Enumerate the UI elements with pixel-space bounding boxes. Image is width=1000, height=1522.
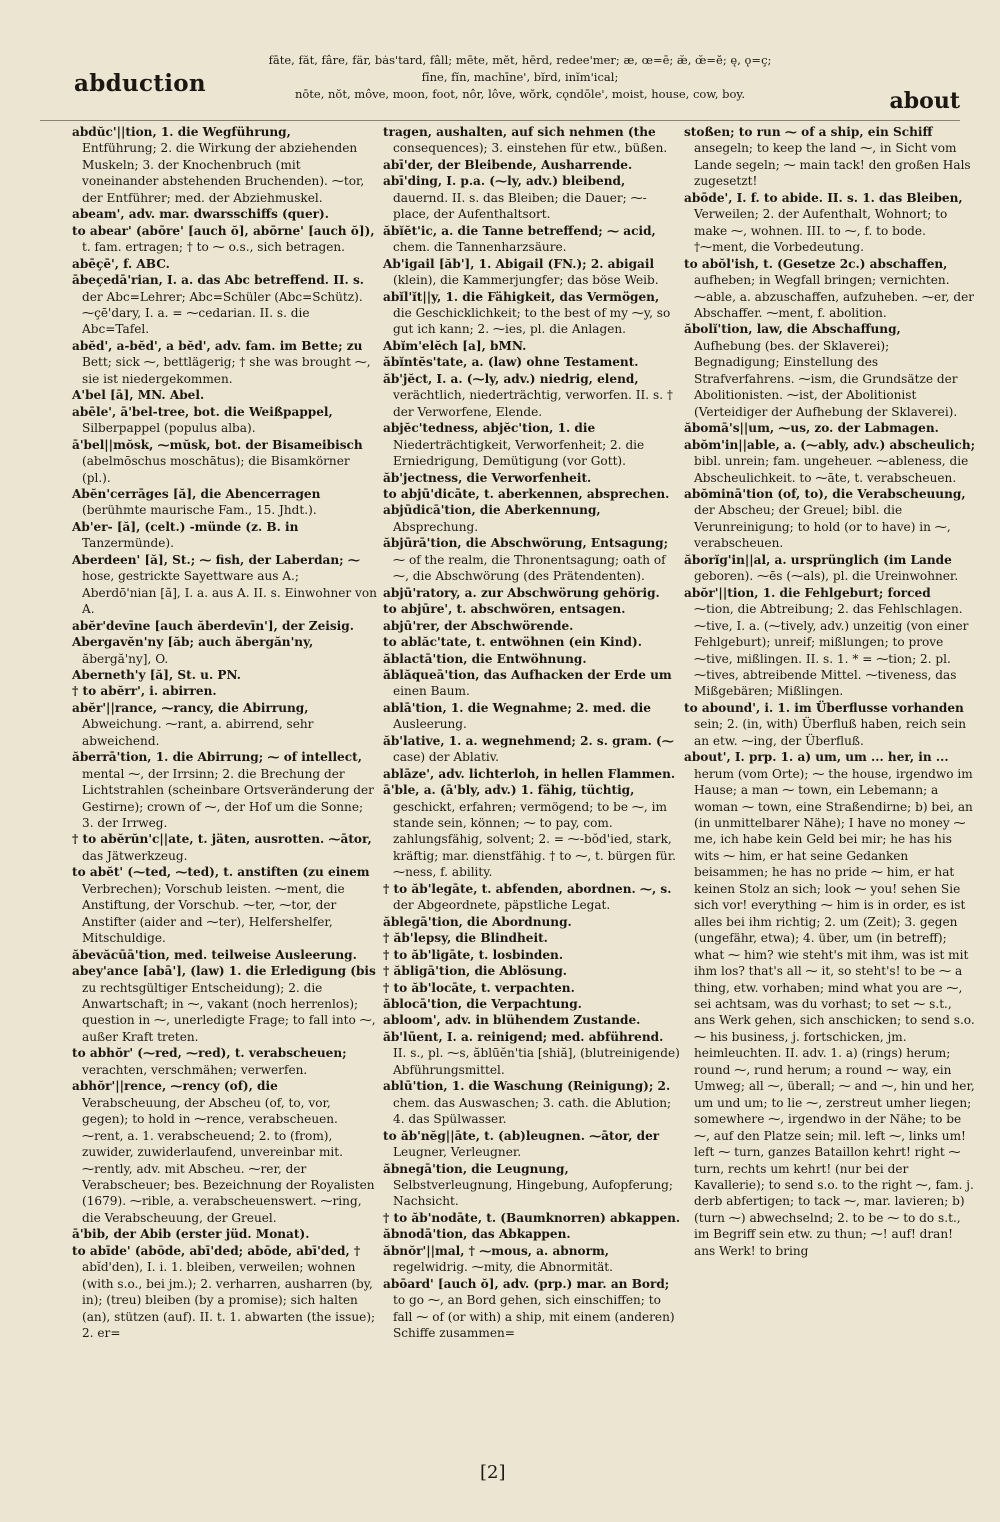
dictionary-entry: † ăb'lepsy, die Blindheit. [383,931,548,946]
dictionary-entry: abĕr'devīne [auch ăberdevīn'], der Zeisig. [72,618,354,633]
dictionary-entry: ăbnodā'tion, das Abkappen. [383,1227,571,1242]
dictionary-entry: † to ăb'legāte, t. abfenden, abordnen. ⁓, s. der Abgeordnete, päpstliche Legat. [383,881,672,913]
dictionary-entry: ablū'tion, 1. die Waschung (Reinigung); 2. chem. das Auswaschen; 3. cath. die Ablution; 4. das Spülwasser. [383,1079,672,1127]
dictionary-entry: abĕr'||rance, ⁓rancy, die Abirrung, Abweichung. ⁓rant, a. abirrend, sehr abweichend. [72,700,314,748]
dictionary-entry: abēçē', f. ABC. [72,256,170,271]
pronunciation-key-line: nōte, nŏt, môve, moon, foot, nôr, lôve, wŏrk, cǫndōle', moist, house, cow, boy. [294,87,746,101]
dictionary-entry: ăblactā'tion, die Entwöhnung. [383,651,587,666]
dictionary-entry: ăb'jectness, die Verworfenheit. [383,470,592,485]
pronunciation-key [240,52,800,103]
dictionary-entry: ăblăqueā'tion, das Aufhacken der Erde um einen Baum. [383,667,672,699]
dictionary-entry: † to ăb'ligāte, t. losbinden. [383,947,564,962]
dictionary-entry: to abear' (abōre' [auch ŏ], abōrne' [auch ŏ]), t. fam. ertragen; † to ⁓ o.s., sich betragen. [72,223,375,255]
dictionary-entry: abī'ding, I. p.a. (⁓ly, adv.) bleibend, dauernd. II. s. das Bleiben; die Dauer; ⁓-place, der Aufenthaltsort. [383,174,647,222]
dictionary-entry: abĕd', a-bĕd', a bĕd', adv. fam. im Bette; zu Bett; sick ⁓, bettlägerig; † she was brought ⁓, sie ist niedergekommen. [72,338,371,386]
dictionary-entry: abŏm'in||able, a. (⁓ably, adv.) abscheulich; bibl. unrein; fam. ungeheuer. ⁓ableness, die Abscheulichkeit. to ⁓āte, t. verabscheuen. [684,437,976,485]
dictionary-entry: Abĭm'elĕch [a], bMN. [383,338,527,353]
dictionary-entry: abhŏr'||rence, ⁓rency (of), die Verabscheuung, der Abscheu (of, to, vor, gegen); to hold in ⁓rence, verabscheuen. ⁓rent, a. 1. verabscheuend; 2. to (from), zuwider, zuwiderlaufend, unvereinbar mit. ⁓rently, adv. mit Abscheu. ⁓rer, der Verabscheuer; bes. Bezeichnung der Royalisten (1679). ⁓rible, a. verabscheuenswert. ⁓ring, die Verabscheuung, der Greuel. [72,1079,375,1225]
dictionary-entry: to abīde' (abōde, abī'ded; abōde, abī'ded, † abĭd'den), I. i. 1. bleiben, verweilen; wohnen (with s.o., bei jm.); 2. verharren, ausharren (by, in); (treu) bleiben (by a promise); sich halten (an), stützen (auf). II. t. 1. abwarten (the issue); 2. er= [72,1243,376,1341]
dictionary-entry: Abĕn'cerrāges [ă], die Abencerragen (berühmte maurische Fam., 15. Jhdt.). [72,486,321,518]
dictionary-entry: † ăbligā'tion, die Ablösung. [383,964,567,979]
dictionary-entry: Ab'igail [ăb'], 1. Abigail (FN.); 2. abigail (klein), die Kammerjungfer; das böse Weib. [383,256,659,288]
dictionary-entry: stoßen; to run ⁓ of a ship, ein Schiff ansegeln; to keep the land ⁓, in Sicht vom Lande segeln; ⁓ main tack! den großen Hals zugesetzt! [684,125,971,189]
dictionary-entry: ăbnŏr'||mal, † ⁓mous, a. abnorm, regelwidrig. ⁓mity, die Abnormität. [383,1243,613,1275]
dictionary-entry: abĭl'ĭt||y, 1. die Fähigkeit, das Vermögen, die Geschicklichkeit; to the best of my ⁓y, so gut ich kann; 2. ⁓ies, pl. die Anlagen. [383,289,671,337]
dictionary-entry: ăblegā'tion, die Abordnung. [383,914,572,929]
dictionary-entry: ăberrā'tion, 1. die Abirrung; ⁓ of intellect, mental ⁓, der Irrsinn; 2. die Brechung der Lichtstrahlen (scheinbare Ortsveränderung der Gestirne); crown of ⁓, der Hof um die Sonne; 3. der Irrweg. [72,750,374,831]
dictionary-entry: † to ăb'nodāte, t. (Baumknorren) abkappen. [383,1210,681,1225]
dictionary-entry: abeam', adv. mar. dwarsschiffs (quer). [72,207,329,222]
dictionary-entry: ăbjūrā'tion, die Abschwörung, Entsagung; ⁓ of the realm, die Thronentsagung; oath of ⁓, die Abschwörung (des Prätendenten). [383,536,669,584]
dictionary-entry: ăborĭg'in||al, a. ursprünglich (im Lande geboren). ⁓ēs (⁓als), pl. die Ureinwohner. [684,552,959,584]
dictionary-entry: Aberneth'y [ă], St. u. PN. [72,667,241,682]
dictionary-entry: to abŏl'ish, t. (Gesetze 2c.) abschaffen, aufheben; in Wegfall bringen; vernichten. ⁓able, a. abzuschaffen, aufzuheben. ⁓er, der Abschaffer. ⁓ment, f. abolition. [684,256,975,320]
dictionary-entry: abloom', adv. in blühendem Zustande. [383,1013,641,1028]
dictionary-entry: abjūdicā'tion, die Aberkennung, Absprechung. [383,503,601,534]
dictionary-entry: abey'ance [abā'], (law) 1. die Erledigung (bis zu rechtsgültiger Entscheidung); 2. die Anwartschaft; in ⁓, vakant (noch herrenlos); question in ⁓, unerledigte Frage; to fall into ⁓, außer Kraft treten. [72,964,376,1044]
dictionary-entry: ăbnegā'tion, die Leugnung, Selbstverleugnung, Hingebung, Aufopferung; Nachsicht. [383,1161,673,1209]
dictionary-column-2 [383,124,683,1342]
guide-word-right: about [889,88,960,114]
dictionary-column-1 [72,124,377,1342]
dictionary-entry: ăb'jĕct, I. a. (⁓ly, adv.) niedrig, elend, verächtlich, niederträchtig, verworfen. II. s. † der Verworfene, Elende. [383,371,673,419]
dictionary-entry: to abound', i. 1. im Überflusse vorhanden sein; 2. (in, with) Überfluß haben, reich sein an etw. ⁓ing, der Überfluß. [684,700,967,748]
dictionary-entry: abŏr'||tion, 1. die Fehlgeburt; forced ⁓tion, die Abtreibung; 2. das Fehlschlagen. ⁓tive, I. a. (⁓tively, adv.) unzeitig (von einer Fehlgeburt); unreif; mißlungen; to prove ⁓tive, mißlingen. II. s. 1. * = ⁓tion; 2. pl. ⁓tives, abtreibende Mittel. ⁓tiveness, das Mißgebären; Mißlingen. [684,585,969,699]
dictionary-entry: ā'bib, der Abib (erster jüd. Monat). [72,1227,310,1242]
pronunciation-key-line: fāte, făt, fâre, fär, bȧs'tard, fâll; mēte, mĕt, hērd, redee'mer; æ, œ=ē; æ̆, œ̆=ĕ; ę, ǫ=ç; [268,53,772,67]
dictionary-entry: ăbĭĕt'ic, a. die Tanne betreffend; ⁓ acid, chem. die Tannenharzsäure. [383,223,656,255]
dictionary-entry: ăbolĭ'tion, law, die Abschaffung, Aufhebung (bes. der Sklaverei); Begnadigung; Einstellung des Strafverfahrens. ⁓ism, die Grundsätze der Abolitionisten. ⁓ist, der Abolitionist (Verteidiger der Aufhebung der Sklaverei). [684,322,958,419]
dictionary-entry: ăbevăcūā'tion, med. teilweise Ausleerung. [72,947,357,962]
dictionary-entry: to ablăc'tate, t. entwöhnen (ein Kind). [383,635,642,650]
dictionary-entry: abdŭc'||tion, 1. die Wegführung, Entführung; 2. die Wirkung der abziehenden Muskeln; 3. der Knochenbruch (mit voneinander abstehenden Bruchenden). ⁓tor, der Entführer; med. der Abziehmuskel. [72,125,365,205]
dictionary-entry: ăbomā's||um, ⁓us, zo. der Labmagen. [684,421,939,436]
dictionary-entry: to abhŏr' (⁓red, ⁓red), t. verabscheuen; verachten, verschmähen; verwerfen. [72,1046,347,1077]
dictionary-entry: ābeçedā'rian, I. a. das Abc betreffend. II. s. der Abc=Lehrer; Abc=Schüler (Abc=Schütz). ⁓çē'dary, I. a. = ⁓cedarian. II. s. die Abc=Tafel. [72,273,364,337]
guide-word-left: abduction [74,70,206,97]
dictionary-entry: A'bel [ā], MN. Abel. [72,388,205,403]
dictionary-entry: Ab'er- [ă], (celt.) -münde (z. B. in Tanzermünde). [72,519,299,551]
dictionary-entry: ăbĭntĕs'tate, a. (law) ohne Testament. [383,355,639,370]
page-header [0,0,1000,120]
dictionary-entry: abī'der, der Bleibende, Ausharrende. [383,157,633,172]
dictionary-entry: ā'ble, a. (ā'bly, adv.) 1. fähig, tüchtig, geschickt, erfahren; vermögend; to be ⁓, im stande sein, können; ⁓ to pay, com. zahlungsfähig, solvent; 2. = ⁓-bŏd'ied, stark, kräftig; mar. dienstfähig. † to ⁓, t. bürgen für. ⁓ness, f. ability. [383,783,677,880]
dictionary-entry: tragen, aushalten, auf sich nehmen (the consequences); 3. einstehen für etw., büßen. [383,125,668,156]
dictionary-entry: to abĕt' (⁓ted, ⁓ted), t. anstiften (zu einem Verbrechen); Vorschub leisten. ⁓ment, die Anstiftung, der Vorschub. ⁓ter, ⁓tor, der Anstifter (aider and ⁓ter), Helfershelfer, Mitschuldige. [72,865,370,946]
dictionary-entry: † to abĕrŭn'c||ate, t. jäten, ausrotten. ⁓ātor, das Jätwerkzeug. [72,832,372,863]
dictionary-entry: abēle', ā'bel-tree, bot. die Weißpappel, Silberpappel (populus alba). [72,404,333,436]
page-number: [2] [480,1462,506,1483]
dictionary-entry: about', I. prp. 1. a) um, um ... her, in ... herum (vom Orte); ⁓ the house, irgendwo im Hause; a man ⁓ town, ein Lebemann; a woman ⁓ town, eine Straßendirne; b) bei, an (in unmittelbarer Nähe); I have no money ⁓ me, ich habe kein Geld bei mir; he has his wits ⁓ him, er hat seine Gedanken beisammen; he has no pride ⁓ him, er hat keinen Stolz an sich; look ⁓ you! sehen Sie sich vor! everything ⁓ him is in order, es ist alles bei ihm richtig; 2. um (Zeit); 3. gegen (ungefähr, etwa); 4. über, um (in betreff); what ⁓ him? wie steht's mit ihm, was ist mit ihm los? that's all ⁓ it, so steht's! to be ⁓ a thing, etw. vorhaben; mind what you are ⁓, sei achtsam, was du vorhast; to set ⁓ s.t., ans Werk gehen, sich anschicken; to send s.o. ⁓ his business, j. fortschicken, jm. heimleuchten. II. adv. 1. a) (rings) herum; round ⁓, rund herum; a round ⁓ way, ein Umweg; all ⁓, überall; ⁓ and ⁓, hin und her, um und um; to lie ⁓, zerstreut umher liegen; somewhere ⁓, irgendwo in der Nähe; to be ⁓, auf den Platze sein; mil. left ⁓, links um! left ⁓ turn, ganzes Bataillon kehrt! right ⁓ turn, rechts um kehrt! (nur bei der Kavallerie); to send s.o. to the right ⁓, fam. j. derb abfertigen; to tack ⁓, mar. lavieren; b) (turn ⁓) abwechselnd; 2. to be ⁓ to do s.t., im Begriff sein etw. zu thun; ⁓! auf! dran! ans Werk! to bring [684,750,975,1258]
dictionary-entry: ăblocā'tion, die Verpachtung. [383,997,582,1012]
dictionary-entry: abŏminā'tion (of, to), die Verabscheuung, der Abscheu; der Greuel; bibl. die Verunreinigung; to hold (or to have) in ⁓, verabscheuen. [684,486,966,551]
dictionary-entry: abjū'rer, der Abschwörende. [383,618,574,633]
dictionary-entry: to ăb'nĕg||āte, t. (ab)leugnen. ⁓ātor, der Leugner, Verleugner. [383,1128,660,1160]
dictionary-entry: to abjūre', t. abschwören, entsagen. [383,602,626,617]
dictionary-entry: ablā'tion, 1. die Wegnahme; 2. med. die Ausleerung. [383,700,651,732]
dictionary-entry: abōde', I. f. to abide. II. s. 1. das Bleiben, Verweilen; 2. der Aufenthalt, Wohnort; to make ⁓, wohnen. III. to ⁓, f. to bode. †⁓ment, die Vorbedeutung. [684,190,963,255]
dictionary-column-3 [684,124,976,1259]
dictionary-entry: abjĕc'tedness, abjĕc'tion, 1. die Niederträchtigkeit, Verworfenheit; 2. die Erniedrigung, Demütigung (vor Gott). [383,421,645,469]
header-rule [40,120,960,121]
dictionary-entry: to abjū'dicāte, t. aberkennen, absprechen. [383,486,670,501]
dictionary-entry: ablāze', adv. lichterloh, in hellen Flammen. [383,766,676,781]
dictionary-entry: † to abĕrr', i. abirren. [72,684,217,699]
pronunciation-key-line: fīne, fĭn, machīne', bĭrd, inĭm'ical; [421,70,619,84]
dictionary-entry: Abergavĕn'ny [ăb; auch ăbergăn'ny, ăbergă'ny], O. [72,635,314,666]
dictionary-entry: ā'bel||mŏsk, ⁓mŭsk, bot. der Bisameibisch (abelmōschus moschātus); die Bisamkörner (pl.). [72,437,363,485]
dictionary-entry: † to ăb'locāte, t. verpachten. [383,980,575,995]
dictionary-entry: abjū'ratory, a. zur Abschwörung gehörig. [383,585,660,600]
dictionary-entry: ăb'lūent, I. a. reinigend; med. abführend. II. s., pl. ⁓s, ăblūĕn'tia [shiă], (blutreinigende) Abführungsmittel. [383,1029,680,1077]
dictionary-entry: Aberdeen' [ă], St.; ⁓ fish, der Laberdan; ⁓ hose, gestrickte Sayettware aus A.; Aberdō'nian [ă], I. a. aus A. II. s. Einwohner von A. [72,552,377,617]
dictionary-entry: ăb'lative, 1. a. wegnehmend; 2. s. gram. (⁓ case) der Ablativ. [383,733,674,765]
dictionary-entry: abōard' [auch ŏ], adv. (prp.) mar. an Bord; to go ⁓, an Bord gehen, sich einschiffen; to fall ⁓ of (or with) a ship, mit einem (anderen) Schiffe zusammen= [383,1276,675,1341]
